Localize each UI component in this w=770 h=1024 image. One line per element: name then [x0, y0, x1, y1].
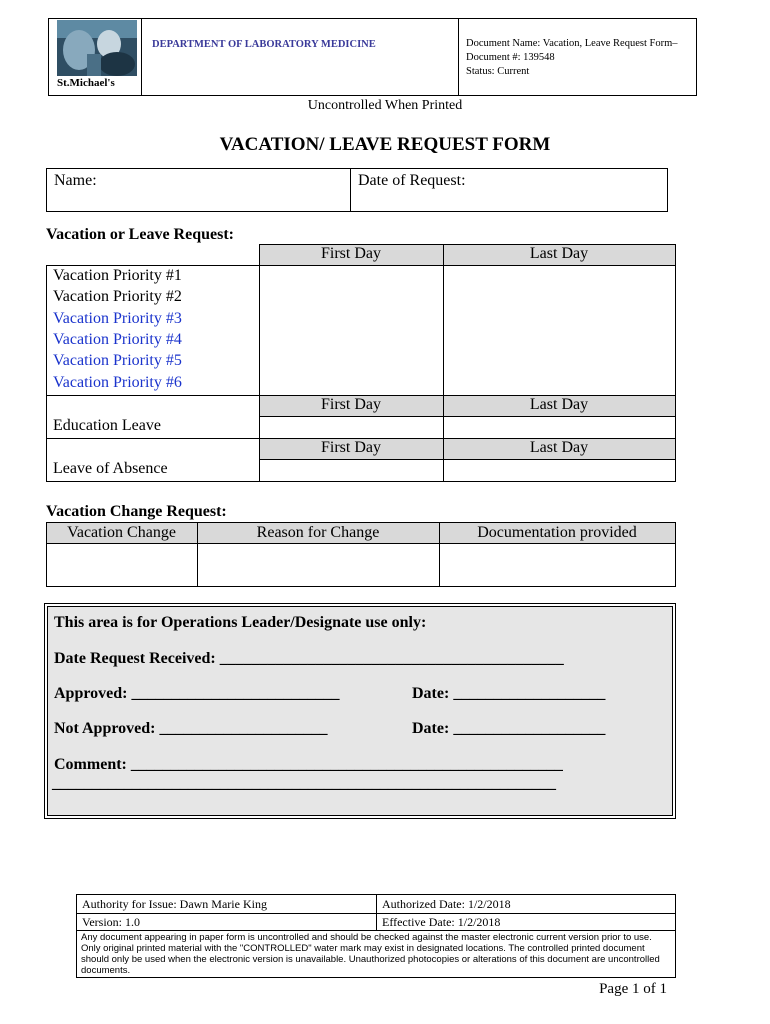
date-of-request-label[interactable]: Date of Request:: [358, 172, 466, 189]
vacation-priority-2: Vacation Priority #2: [53, 288, 182, 305]
logo-cell: [49, 19, 142, 95]
vacation-priority-3: Vacation Priority #3: [53, 310, 182, 327]
vacation-priority-6: Vacation Priority #6: [53, 374, 182, 391]
department-cell: [141, 19, 459, 95]
comment-field[interactable]: Comment: ______________________________________________________: [54, 756, 563, 773]
last-day-header: Last Day: [529, 439, 589, 456]
date-request-received-field[interactable]: Date Request Received: ___________________________________________: [54, 650, 564, 667]
document-info-cell: [458, 19, 696, 95]
authorized-date: Authorized Date: 1/2/2018: [382, 897, 511, 911]
documentation-provided-col: Documentation provided: [477, 524, 637, 541]
uncontrolled-disclaimer: Any document appearing in paper form is uncontrolled and should be checked against the master electronic current version prior to use. Only original printed material with the "CONTROLLED" water mark may exist in designated locations. The controlled printed document should only be used when the electronic version is unavailable. Unauthorized photocopies or alterations of this document are uncontrolled documents.: [81, 932, 660, 976]
name-date-box: [46, 168, 668, 212]
document-name: Document Name: Vacation, Leave Request Form–: [466, 38, 678, 49]
approved-field[interactable]: Approved: __________________________: [54, 685, 340, 702]
version: Version: 1.0: [82, 915, 140, 929]
logo-name: St.Michael's: [57, 77, 115, 89]
vacation-change-col: Vacation Change: [67, 524, 176, 541]
vacation-leave-heading: Vacation or Leave Request:: [46, 226, 234, 243]
first-day-header: First Day: [321, 245, 381, 262]
authority-for-issue: Authority for Issue: Dawn Marie King: [82, 897, 267, 911]
not-approved-field[interactable]: Not Approved: _____________________: [54, 720, 328, 737]
approved-date-field[interactable]: Date: ___________________: [412, 685, 606, 702]
hospital-logo-image: [57, 20, 137, 76]
last-day-header: Last Day: [529, 245, 589, 262]
first-day-header: First Day: [321, 396, 381, 413]
reason-for-change-col: Reason for Change: [256, 524, 380, 541]
vacation-change-heading: Vacation Change Request:: [46, 503, 227, 520]
form-title: VACATION/ LEAVE REQUEST FORM: [219, 134, 551, 155]
vacation-priority-5: Vacation Priority #5: [53, 352, 182, 369]
vacation-priority-1: Vacation Priority #1: [53, 267, 182, 284]
education-leave-label: Education Leave: [53, 417, 161, 434]
page-number: Page 1 of 1: [599, 981, 667, 997]
first-day-header: First Day: [321, 439, 381, 456]
department-name: DEPARTMENT OF LABORATORY MEDICINE: [152, 39, 376, 50]
vacation-priority-4: Vacation Priority #4: [53, 331, 182, 348]
document-header: [48, 18, 697, 96]
effective-date: Effective Date: 1/2/2018: [382, 915, 501, 929]
ops-heading: This area is for Operations Leader/Designate use only:: [54, 614, 427, 631]
leave-of-absence-label: Leave of Absence: [53, 460, 168, 477]
document-footer: [76, 894, 676, 978]
operations-leader-box: [44, 603, 676, 819]
comment-continuation-line[interactable]: _______________________________________________________________: [52, 775, 556, 792]
name-field-label[interactable]: Name:: [54, 172, 97, 189]
not-approved-date-field[interactable]: Date: ___________________: [412, 720, 606, 737]
document-number: Document #: 139548: [466, 52, 555, 63]
uncontrolled-notice: Uncontrolled When Printed: [307, 98, 463, 113]
last-day-header: Last Day: [529, 396, 589, 413]
document-status: Status: Current: [466, 66, 530, 77]
